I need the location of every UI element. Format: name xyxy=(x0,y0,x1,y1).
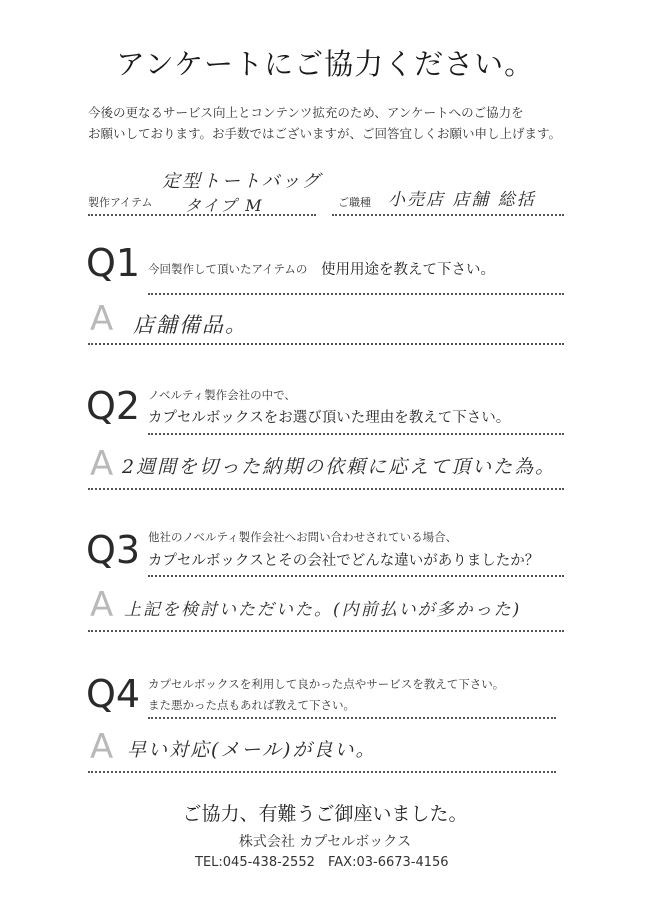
job-label: ご職種 xyxy=(338,196,371,209)
thanks-message: ご協力、有難うご御座いました。 xyxy=(182,803,468,825)
q4-answer: 早い対応(メール)が良い。 xyxy=(127,739,377,761)
q4-answer-letter: A xyxy=(90,727,114,767)
q4-prompt-line-1: カプセルボックスを利用して良かった点やサービスを教えて下さい。 xyxy=(148,677,505,691)
q2-number: Q2 xyxy=(86,384,141,428)
q3-prompt-small: 他社のノベルティ製作会社へお問い合わせされている場合、 xyxy=(148,530,458,544)
q1-answer-letter: A xyxy=(90,299,114,339)
phone-number: TEL:045-438-2552 xyxy=(195,855,315,870)
intro-line-2: お願いしております。お手数ではございますが、ご回答宜しくお願い申し上げます。 xyxy=(88,126,562,141)
q1-number: Q1 xyxy=(86,241,141,285)
item-value-line-1: 定型トートバッグ xyxy=(162,171,322,192)
fax-number: FAX:03-6673-4156 xyxy=(328,855,449,870)
q1-prompt: 使用用途を教えて下さい。 xyxy=(321,262,495,278)
q2-answer-underline xyxy=(88,488,564,490)
q1-answer: 店舗備品。 xyxy=(133,313,248,337)
item-value-line-2: タイプ M xyxy=(185,196,264,215)
q3-number: Q3 xyxy=(86,528,141,572)
q4-number: Q4 xyxy=(86,672,141,716)
q3-answer-underline xyxy=(88,630,564,632)
item-underline xyxy=(88,214,316,216)
company-name: 株式会社 カプセルボックス xyxy=(238,834,412,850)
q2-prompt-small: ノベルティ製作会社の中で、 xyxy=(148,388,296,402)
q4-answer-underline xyxy=(88,771,556,773)
q4-prompt-line-2: また悪かった点もあれば教えて下さい。 xyxy=(148,698,355,712)
q2-answer: 2週間を切った納期の依頼に応えて頂いた為。 xyxy=(122,456,557,478)
q1-answer-underline xyxy=(88,343,564,345)
item-label: 製作アイテム xyxy=(88,196,153,209)
page-title: アンケートにご協力ください。 xyxy=(115,47,535,81)
q4-underline xyxy=(148,717,556,719)
q3-prompt: カプセルボックスとその会社でどんな違いがありましたか？ xyxy=(148,553,540,569)
q1-prompt-small: 今回製作して頂いたアイテムの xyxy=(148,262,308,276)
q3-answer-letter: A xyxy=(90,585,114,625)
q3-underline xyxy=(148,575,564,577)
q2-answer-letter: A xyxy=(90,444,114,484)
intro-line-1: 今後の更なるサービス向上とコンテンツ拡充のため、アンケートへのご協力を xyxy=(88,105,524,120)
q2-prompt: カプセルボックスをお選び頂いた理由を教えて下さい。 xyxy=(148,410,511,426)
job-value: 小売店 店舗 総括 xyxy=(388,190,536,210)
q1-underline xyxy=(148,293,564,295)
job-underline xyxy=(332,214,564,216)
q3-answer: 上記を検討いただいた。(内前払いが多かった) xyxy=(124,600,522,620)
q2-underline xyxy=(148,433,564,435)
